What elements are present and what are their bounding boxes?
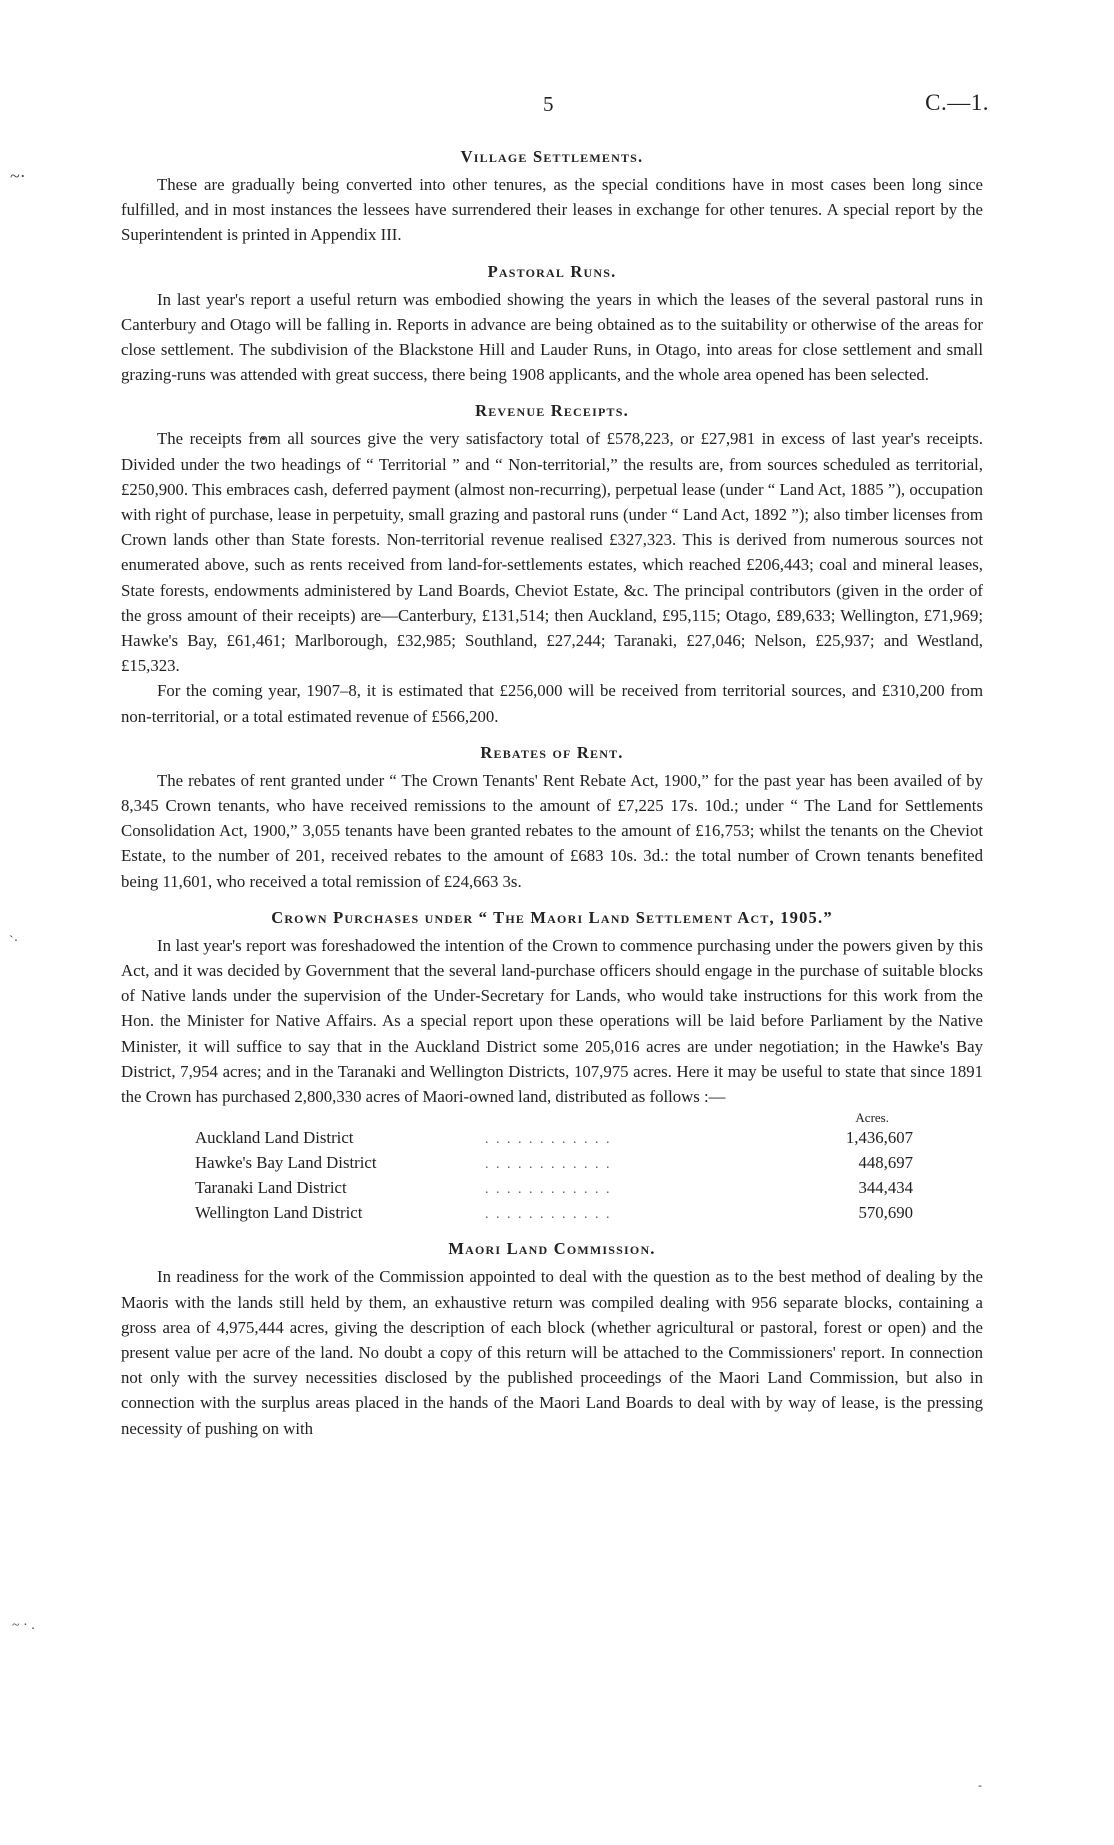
- district-name: Auckland Land District: [195, 1128, 354, 1148]
- section-heading: Maori Land Commission.: [448, 1239, 656, 1259]
- paragraph: The receipts from all sources give the very satisfactory total of £578,223, or £27,981 in excess of last year's receipts. Divided under the two headings of “ Territorial ” and “ Non-territorial,” the results are, from sources scheduled as territorial, £250,900. This embraces cash, deferred payment (almost non-recurring), perpetual lease (under “ Land Act, 1885 ”), occupation with right of purchase, lease in perpetuity, small grazing and pastoral runs (under “ Land Act, 1892 ”); also timber licenses from Crown lands other than State forests. Non-territorial revenue realised £327,323. This is derived from numerous sources not enumerated above, such as rents received from land-for-settlements estates, which reached £206,443; coal and mineral leases, State forests, endowments administered by Land Boards, Cheviot Estate, &c. The principal contributors (given in the order of the gross amount of their receipts) are—Canterbury, £131,514; then Auckland, £95,115; Otago, £89,633; Wellington, £71,969; Hawke's Bay, £61,461; Marlborough, £32,985; Southland, £27,244; Taranaki, £27,046; Nelson, £25,937; and Westland, £15,323.: [121, 429, 983, 676]
- document-reference: C.—1.: [925, 90, 989, 115]
- section-heading: Crown Purchases under “ The Maori Land Settlement Act, 1905.”: [271, 907, 833, 927]
- paragraph: In last year's report was foreshadowed the intention of the Crown to commence purchasing under the powers given by this Act, and it was decided by Government that the several land-purchase officers should engage in the purchase of suitable blocks of Native lands under the supervision of the Under-Secretary for Lands, who would take instructions for this work from the Hon. the Minister for Native Affairs. As a special report upon these operations will be laid before Parliament by the Native Minister, it will suffice to say that in the Auckland District some 205,016 acres are under negotiation; in the Hawke's Bay District, 7,954 acres; and in the Taranaki and Wellington Districts, 107,975 acres. Here it may be useful to state that since 1891 the Crown has purchased 2,800,330 acres of Maori-owned land, distributed as follows :—: [121, 935, 983, 1107]
- paragraph: The rebates of rent granted under “ The Crown Tenants' Rent Rebate Act, 1900,” for the past year has been availed of by 8,345 Crown tenants, who have received remissions to the amount of £7,225 17s. 10d.; under “ The Land for Settlements Consolidation Act, 1900,” 3,055 tenants have been granted rebates to the amount of £16,753; whilst the tenants on the Cheviot Estate, to the number of 201, received rebates to the amount of £683 10s. 3d.: the total number of Crown tenants benefited being 11,601, who received a total remission of £24,663 3s.: [121, 770, 983, 891]
- district-name: Wellington Land District: [195, 1203, 363, 1223]
- page-number: 5: [543, 92, 554, 116]
- paragraph: These are gradually being converted into other tenures, as the special conditions have in most cases been long since fulfilled, and in most instances the lessees have surrendered their leases in exchange for other tenures. A special report by the Superintendent is printed in Appendix III.: [121, 175, 983, 245]
- acres-value: 344,434: [858, 1178, 913, 1198]
- section-maori-land-commission: [121, 1238, 983, 1440]
- section-rebates-of-rent: [121, 742, 983, 894]
- acres-value: 570,690: [858, 1203, 913, 1223]
- margin-mark: ~·: [10, 166, 26, 186]
- page-header: [0, 88, 1114, 122]
- table-row: [195, 1200, 913, 1225]
- section-heading: Revenue Receipts.: [475, 401, 629, 421]
- acres-value: 1,436,607: [845, 1128, 913, 1148]
- paragraph: In last year's report a useful return was embodied showing the years in which the leases of the several pastoral runs in Canterbury and Otago will be falling in. Reports in advance are being obtained as to the suitability or otherwise of the areas for close settlement. The subdivision of the Blackstone Hill and Lauder Runs, in Otago, into areas for close settlement and small grazing-runs was attended with great success, there being 1908 applicants, and the whole area opened has been selected.: [121, 289, 983, 385]
- section-heading: Pastoral Runs.: [487, 261, 617, 281]
- dot-leaders: . . . . . . . . . . . .: [485, 1207, 612, 1223]
- acres-table: [195, 1111, 913, 1225]
- table-row: [195, 1175, 913, 1200]
- paragraph: For the coming year, 1907–8, it is estimated that £256,000 will be received from territorial sources, and £310,200 from non-territorial, or a total estimated revenue of £566,200.: [121, 681, 983, 726]
- section-pastoral-runs: [121, 261, 983, 388]
- page-body: [121, 146, 983, 1441]
- margin-mark: `·: [9, 934, 19, 949]
- section-heading: Village Settlements.: [460, 147, 644, 166]
- section-heading: Rebates of Rent.: [480, 742, 624, 762]
- paragraph: In readiness for the work of the Commission appointed to deal with the question as to the best method of dealing by the Maoris with the lands still held by them, an exhaustive return was compiled dealing with 956 separate blocks, containing a gross area of 4,975,444 acres, giving the description of each block (whether agricultural or pastoral, forest or open) and the present value per acre of the land. No doubt a copy of this return will be attached to the Commissioners' report. In connection not only with the survey necessities disclosed by the published proceedings of the Maori Land Commission, but also in connection with the surplus areas placed in the hands of the Maori Land Boards to deal with by way of lease, is the pressing necessity of pushing on with: [121, 1267, 983, 1438]
- table-row: [195, 1125, 913, 1150]
- acres-value: 448,697: [858, 1153, 913, 1173]
- district-name: Taranaki Land District: [195, 1178, 347, 1198]
- table-row: [195, 1150, 913, 1175]
- margin-mark: -: [978, 1778, 982, 1792]
- margin-mark: ~ · .: [12, 1618, 35, 1633]
- section-village-settlements: [121, 146, 983, 248]
- dot-leaders: . . . . . . . . . . . .: [485, 1157, 612, 1173]
- section-crown-purchases: [121, 907, 983, 1225]
- dot-leaders: . . . . . . . . . . . .: [485, 1132, 612, 1148]
- section-revenue-receipts: [121, 400, 983, 728]
- dot-leaders: . . . . . . . . . . . .: [485, 1182, 612, 1198]
- acres-column-header: Acres.: [855, 1110, 889, 1126]
- district-name: Hawke's Bay Land District: [195, 1153, 377, 1173]
